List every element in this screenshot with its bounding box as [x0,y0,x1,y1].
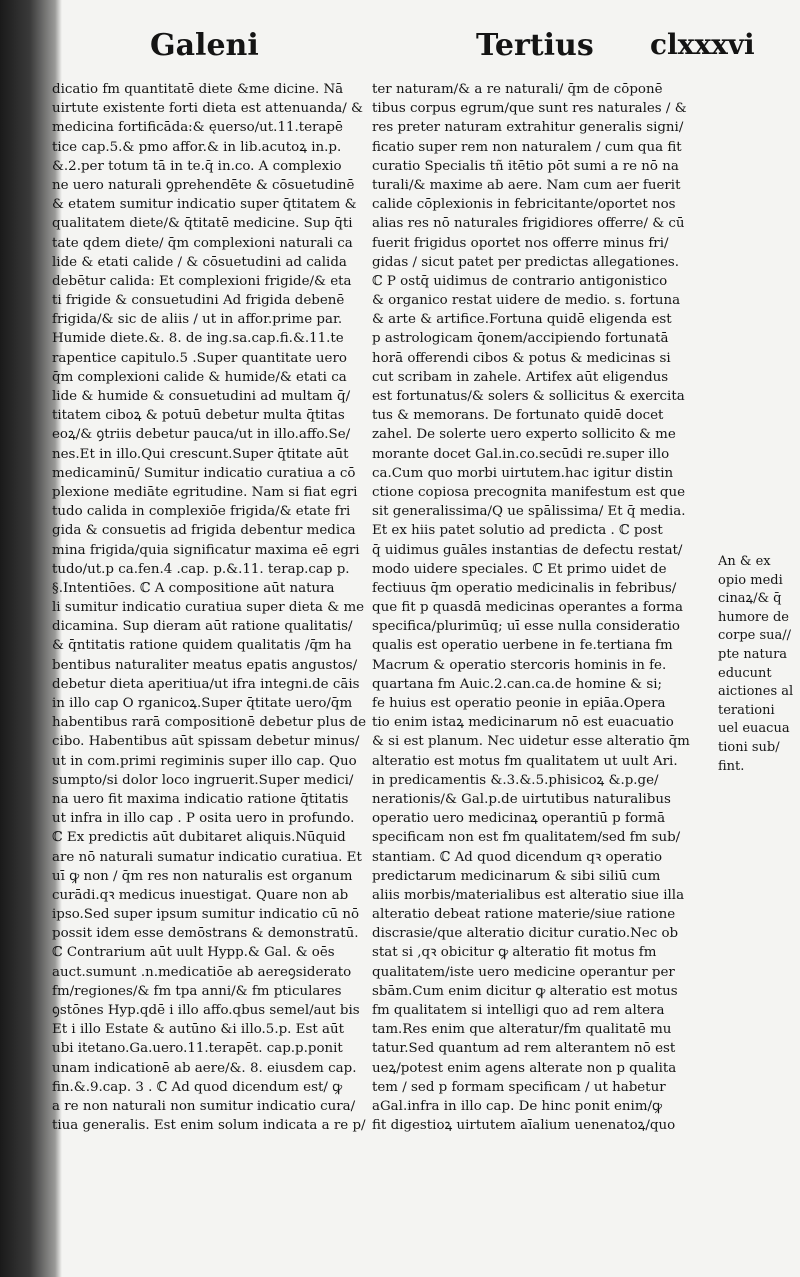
text-line: tibus corpus egrum/que sunt res naturales / & [372,101,687,117]
text-line: p astrologicam q̄onem/accipiendo fortunatā [372,331,669,347]
text-line: opio medi [718,572,783,588]
text-line: tiua generalis. Est enim solum indicata a re p/ [52,1118,366,1134]
text-line: ter naturam/& a re naturali/ q̄m de cōponē [372,82,663,97]
text-line: operatio uero medicinaꝝ operantiū p formā [372,811,666,827]
text-line: calide cōplexionis in febricitante/oportet nos [372,197,676,213]
text-line: in illo cap O rganicoꝝ.Super q̄titate uero/q̄m [52,696,353,711]
text-line: debētur calida: Et complexioni frigide/& eta [52,273,352,289]
text-line: cut scribam in zahele. Artifex aūt eligendus [372,369,669,385]
text-line: ficatio super rem non naturalem / cum qua fit [372,139,682,155]
text-line: est fortunatus/& solers & sollicitus & exercita [372,389,685,404]
text-line: eoꝝ/& ꝯtriis debetur pauca/ut in illo.affo.Se/ [52,427,351,443]
text-line: curatio Specialis tñ itētio pōt sumi a re nō na [372,158,679,174]
text-line: aliis morbis/materialibus est alteratio siue illa [372,887,685,903]
text-line: §.Intentiōes. ℂ A compositione aūt natura [52,580,335,596]
text-line: gida & consuetis ad frigida debentur medica [52,523,356,539]
text-line: Humide diete.&. 8. de ing.sa.cap.fi.&.11.te [52,331,344,347]
text-line: fin.&.9.cap. 3 . ℂ Ad quod dicendum est/ ꝙ [52,1079,343,1095]
text-line: ℂ P ostq̄ uidimus de contrario antigonistico [372,273,668,289]
text-line: ipso.Sed super ipsum sumitur indicatio cū nō [52,907,360,923]
running-head-book: Tertius [476,28,594,63]
text-line: cibo. Habentibus aūt spissam debetur minus/ [52,734,360,750]
text-line: plexione mediāte egritudine. Nam si fiat egri [52,484,358,500]
text-line: bentibus naturaliter meatus epatis angustos/ [52,657,358,673]
text-line: tate qdem diete/ q̄m complexioni naturali ca [52,235,353,251]
text-line: aGal.infra in illo cap. De hinc ponit enim/ꝙ [372,1098,663,1114]
text-line: ℂ Ex predictis aūt dubitaret aliquis.Nūquid [52,830,346,846]
text-line: & si est planum. Nec uidetur esse alteratio q̄m [372,734,690,750]
text-line: qualis est operatio uerbene in fe.tertiana fm [372,638,673,654]
text-line: qualitatem diete/& q̄titatē medicine. Sup q̄ti [52,216,353,232]
text-line: res preter naturam extrahitur generalis signi/ [372,120,684,136]
text-line: fuerit frigidus oportet nos offerre minus fri/ [372,235,669,251]
text-line: frigida/& sic de aliis / ut in affor.prime par. [52,312,343,328]
text-line: ca.Cum quo morbi uirtutem.hac igitur distin [372,465,674,481]
text-line: q̄ uidimus guāles instantias de defectu restat/ [372,542,683,558]
text-line: Et ex hiis patet solutio ad predicta . ℂ post [372,523,663,539]
text-line: aictiones al [718,684,794,700]
text-line: fe huius est operatio peonie in epiāa.Opera [372,696,666,711]
text-line: uel euacua [718,721,790,737]
text-line: tudo calida in complexiōe frigida/& etate fri [52,504,351,520]
text-line: turali/& maxime ab aere. Nam cum aer fuerit [372,177,681,193]
text-line: specificam non est fm qualitatem/sed fm sub/ [372,830,681,846]
text-line: tem / sed p formam specificam / ut habetur [372,1079,666,1095]
text-line: fit digestioꝝ uirtutem aīalium uenenatoꝝ/quo [372,1118,676,1134]
text-line: predictarum medicinarum & sibi siliū cum [372,868,661,884]
text-line: Et i illo Estate & autūno &i illo.5.p. Est aūt [52,1022,344,1038]
text-line: morante docet Gal.in.co.secūdi re.super illo [372,446,670,462]
text-line: dicamina. Sup dieram aūt ratione qualitatis/ [52,619,353,635]
text-line: medicina fortificāda:& ęuerso/ut.11.terapē [52,120,343,136]
left-text-column [52,80,372,1135]
text-line: alteratio est motus fm qualitatem ut uult Ari. [372,753,678,769]
text-line: ctione copiosa precognita manifestum est que [372,484,686,500]
text-line: alteratio debeat ratione materie/siue ratione [372,907,676,923]
text-line: fm qualitatem si intelligi quo ad rem altera [372,1003,665,1018]
text-line: Macrum & operatio stercoris hominis in fe. [372,657,667,673]
text-line: humore de [718,609,789,625]
text-line: sbām.Cum enim dicitur ꝙ alteratio est motus [372,983,678,999]
text-line: stantiam. ℂ Ad quod dicendum qꝛ operatio [372,849,663,865]
text-line: nes.Et in illo.Qui crescunt.Super q̄titate aūt [52,446,349,462]
text-line: horā offerendi cibos & potus & medicinas si [372,350,671,366]
running-head-author: Galeni [150,28,259,63]
text-line: alias res nō naturales frigidiores offerre/ & cū [372,216,685,232]
text-line: gidas / sicut patet per predictas allegationes. [372,254,680,270]
text-line: possit idem esse demōstrans & demonstratū. [52,926,359,942]
text-line: unam indicationē ab aere/&. 8. eiusdem cap. [52,1060,357,1076]
text-line: habentibus rarā compositionē debetur plus de [52,715,367,731]
text-line: fectiuus q̄m operatio medicinalis in febribus/ [372,580,677,596]
text-line: fm/regiones/& fm tpa anni/& fm pticulares [52,983,342,999]
text-line: ueꝝ/potest enim agens alterate non p qualita [372,1060,677,1076]
text-line: An & ex [718,554,771,569]
text-line: specifica/plurimūq; uī esse nulla consideratio [372,619,680,635]
text-line: tus & memorans. De fortunato quidē docet [372,408,664,424]
text-line: ut infra in illo cap . P osita uero in profundo. [52,811,355,827]
text-line: & etatem sumitur indicatio super q̄titatem & [52,197,357,213]
text-line: ne uero naturali ꝯprehendēte & cōsuetudinē [52,177,355,193]
text-line: titatem ciboꝝ & potuū debetur multa q̄titas [52,408,345,424]
text-line: qualitatem/iste uero medicine operantur per [372,964,675,980]
text-line: dicatio fm quantitatē diete &me dicine. Nā [52,82,344,97]
text-line: na uero fit maxima indicatio ratione q̄titatis [52,791,349,807]
text-line: discrasie/que alteratio dicitur curatio.Nec ob [372,926,679,942]
text-line: corpe sua// [718,628,792,644]
folio-number: clxxxvi [650,28,755,61]
text-line: que fit p quasdā medicinas operantes a forma [372,600,683,616]
text-line: ubi itetano.Ga.uero.11.terapēt. cap.p.ponit [52,1041,343,1057]
text-line: fint. [718,758,745,774]
text-line: tice cap.5.& pmo affor.& in lib.acutoꝝ in.p. [52,139,342,155]
text-line: nerationis/& Gal.p.de uirtutibus naturalibus [372,791,671,807]
margin-note [718,553,793,776]
text-line: lide & etati calide / & cōsuetudini ad calida [52,254,347,270]
text-line: rapentice capitulo.5 .Super quantitate uero [52,350,347,366]
text-line: pte natura [718,646,788,662]
text-line: educunt [718,665,772,681]
text-line: in predicamentis &.3.&.5.phisicoꝝ &.p.ge/ [372,772,659,788]
text-line: & arte & artifice.Fortuna quidē eligenda est [372,312,672,328]
text-line: stat si ,qꝛ obicitur ꝙ alteratio fit motus fm [372,945,657,961]
text-line: zahel. De solerte uero experto sollicito & me [372,427,676,443]
text-line: sit generalissima/Q ue spālissima/ Et q̄ media. [372,504,686,520]
text-line: curādi.qꝛ medicus inuestigat. Quare non ab [52,887,349,903]
text-line: uirtute existente forti dieta est attenuanda/ & [52,101,363,117]
text-line: ℂ Contrarium aūt uult Hypp.& Gal. & oēs [52,945,335,961]
text-line: ut in com.primi regiminis super illo cap. Quo [52,753,357,769]
text-line: & organico restat uidere de medio. s. fortuna [372,293,681,309]
text-line: cinaꝝ/& q̄ [718,591,782,607]
text-line: terationi [718,702,775,718]
text-line: debetur dieta aperitiua/ut ifra integni.de cāis [52,676,360,692]
text-line: & q̄ntitatis ratione quidem qualitatis /q̄m ha [52,638,352,654]
text-line: &.2.per totum tā in te.q̄ in.co. A complexio [52,158,342,174]
text-line: q̄m complexioni calide & humide/& etati ca [52,369,347,385]
text-line: sumpto/si dolor loco ingruerit.Super medici/ [52,772,354,788]
text-line: lide & humide & consuetudini ad multam q̄/ [52,389,351,404]
text-line: uī ꝙ non / q̄m res non naturalis est organum [52,868,353,884]
text-line: tio enim istaꝝ medicinarum nō est euacuatio [372,715,674,731]
text-line: auct.sumunt .n.medicatiōe ab aereꝯsiderato [52,964,352,980]
text-line: are nō naturali sumatur indicatio curatiua. Et [52,849,362,865]
text-line: tudo/ut.p ca.fen.4 .cap. p.&.11. terap.cap p. [52,561,350,577]
text-line: a re non naturali non sumitur indicatio cura/ [52,1098,356,1114]
text-line: tioni sub/ [718,739,780,755]
text-line: mina frigida/quia significatur maxima eē egri [52,542,360,558]
text-line: ꝯstōnes Hyp.qdē i illo affo.qbus semel/aut bis [52,1003,360,1018]
text-line: li sumitur indicatio curatiua super dieta & me [52,600,365,616]
text-line: medicaminū/ Sumitur indicatio curatiua a cō [52,465,356,481]
text-line: modo uidere speciales. ℂ Et primo uidet de [372,561,667,577]
text-line: quartana fm Auic.2.can.ca.de homine & si; [372,676,662,692]
text-line: ti frigide & consuetudini Ad frigida debenē [52,293,345,309]
text-line: tam.Res enim que alteratur/fm qualitatē mu [372,1022,672,1038]
right-text-column [372,80,694,1135]
text-line: tatur.Sed quantum ad rem alterantem nō est [372,1041,676,1057]
